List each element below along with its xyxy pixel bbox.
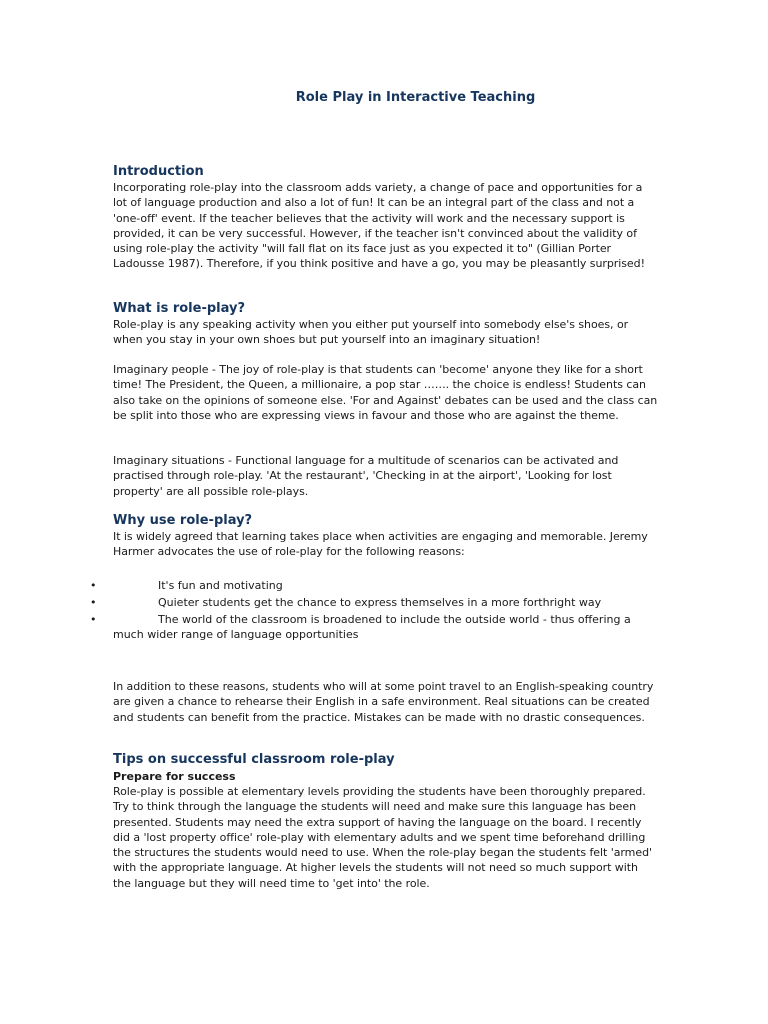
bullet-icon: •: [90, 595, 97, 609]
what-paragraph-1: Role-play is any speaking activity when you either put yourself into somebody else's shoes, or when you stay in your own shoes but put yourself into an imaginary situation!: [113, 318, 629, 347]
what-paragraph-3: Imaginary situations - Functional language for a multitude of scenarios can be activated and practised through role-play. 'At the restaurant', 'Checking in at the airport', 'Looking for lost property' are all possible role-plays.: [113, 454, 619, 498]
heading-tips: Tips on successful classroom role-play: [113, 752, 395, 767]
tips-paragraph-1: Role-play is possible at elementary levels providing the students have been thoroughly prepared. Try to think through the language the students will need and make sure this language has been presented. Students may need the extra support of having the language on the board. I recently did a 'lost property office' role-play with elementary adults and we spent time beforehand drilling the structures the students would need to use. When the role-play began the students felt 'armed' with the appropriate language. At higher levels the students will not need so much support with the language but they will need time to 'get into' the role.: [113, 785, 652, 890]
heading-introduction: Introduction: [113, 164, 204, 179]
list-item-text: It's fun and motivating: [158, 579, 283, 592]
reasons-list: [90, 578, 658, 644]
list-item: [90, 595, 658, 610]
what-paragraph-2: Imaginary people - The joy of role-play is that students can 'become' anyone they like for a short time! The President, the Queen, a millionaire, a pop star ……. the choice is endless! Students can also take on the opinions of someone else. 'For and Against' debates can be used and the class can be split into those who are expressing views in favour and those who are against the theme.: [113, 363, 658, 422]
document-title: Role Play in Interactive Teaching: [295, 90, 536, 105]
heading-why-use-role-play: Why use role-play?: [113, 513, 253, 528]
heading-what-is-role-play: What is role-play?: [113, 301, 245, 316]
why-paragraph-1: It is widely agreed that learning takes place when activities are engaging and memorable. Jeremy Harmer advocates the use of role-play for the following reasons:: [113, 530, 648, 559]
intro-paragraph: Incorporating role-play into the classroom adds variety, a change of pace and opportunities for a lot of language production and also a lot of fun! It can be an integral part of the class and not a 'one-off' event. If the teacher believes that the activity will work and the necessary support is provided, it can be very successful. However, if the teacher isn't convinced about the validity of using role-play the activity "will fall flat on its face just as you expected it to" (Gillian Porter Ladousse 1987). Therefore, if you think positive and have a go, you may be pleasantly surprised!: [113, 181, 645, 271]
list-item: [90, 578, 658, 593]
why-paragraph-2: In addition to these reasons, students who will at some point travel to an English-speaking country are given a chance to rehearse their English in a safe environment. Real situations can be created and students can benefit from the practice. Mistakes can be made with no drastic consequences.: [113, 680, 654, 724]
subheading-prepare-for-success: Prepare for success: [113, 770, 236, 783]
bullet-icon: •: [90, 579, 97, 592]
list-item-text: The world of the classroom is broadened to include the outside world - thus offering a much wider range of language opportunities: [113, 612, 631, 641]
bullet-icon: •: [90, 612, 97, 626]
list-item-text: Quieter students get the chance to express themselves in a more forthright way: [158, 595, 602, 609]
list-item: [90, 612, 658, 643]
